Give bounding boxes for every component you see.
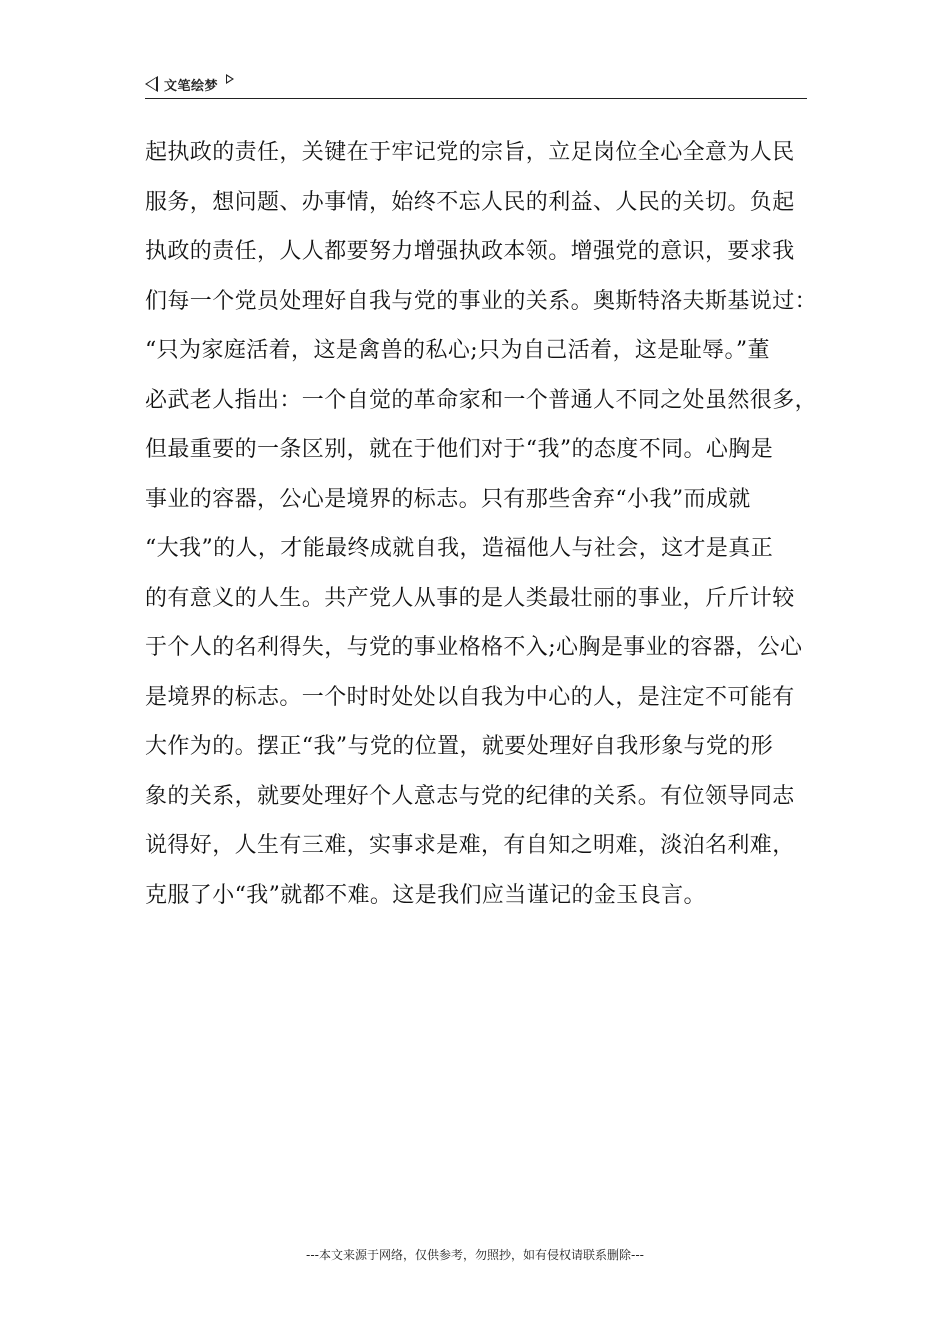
- page-header: [145, 72, 807, 99]
- triangle-right-icon: [226, 74, 234, 84]
- body-line: 是境界的标志。一个时时处处以自我为中心的人，是注定不可能有: [145, 684, 795, 710]
- body-line: 克服了小“我”就都不难。这是我们应当谨记的金玉良言。: [145, 882, 706, 908]
- body-line: 执政的责任，人人都要努力增强执政本领。增强党的意识，要求我: [145, 239, 795, 264]
- body-line: 说得好，人生有三难，实事求是难，有自知之明难，淡泊名利难，: [145, 833, 795, 858]
- page-footer: ---本文来源于网络，仅供参考，勿照抄，如有侵权请联系删除---: [306, 1248, 644, 1262]
- body-line: 们每一个党员处理好自我与党的事业的关系。奥斯特洛夫斯基说过：: [145, 288, 818, 314]
- body-line: 事业的容器，公心是境界的标志。只有那些舍弃“小我”而成就: [145, 486, 751, 512]
- body-line: 的有意义的人生。共产党人从事的是人类最壮丽的事业，斤斤计较: [145, 585, 795, 611]
- document-body: [145, 128, 818, 920]
- body-line: 象的关系，就要处理好个人意志与党的纪律的关系。有位领导同志: [145, 783, 795, 809]
- brand: [145, 74, 234, 94]
- body-line: 大作为的。摆正“我”与党的位置，就要处理好自我形象与党的形: [145, 734, 774, 759]
- body-line: 服务，想问题、办事情，始终不忘人民的利益、人民的关切。负起: [145, 189, 795, 215]
- body-line: 但最重要的一条区别，就在于他们对于“我”的态度不同。心胸是: [145, 437, 774, 462]
- brand-title: 文笔绘梦: [164, 78, 219, 94]
- body-line: 起执政的责任，关键在于牢记党的宗旨，立足岗位全心全意为人民: [145, 140, 795, 165]
- body-line: “只为家庭活着，这是禽兽的私心;只为自己活着，这是耻辱。”董: [145, 338, 770, 363]
- body-line: 于个人的名利得失，与党的事业格格不入;心胸是事业的容器，公心: [145, 635, 803, 660]
- triangle-left-icon: [145, 76, 158, 92]
- body-line: “大我”的人，才能最终成就自我，造福他人与社会，这才是真正: [145, 536, 774, 561]
- body-line: 必武老人指出：一个自觉的革命家和一个普通人不同之处虽然很多，: [145, 387, 818, 413]
